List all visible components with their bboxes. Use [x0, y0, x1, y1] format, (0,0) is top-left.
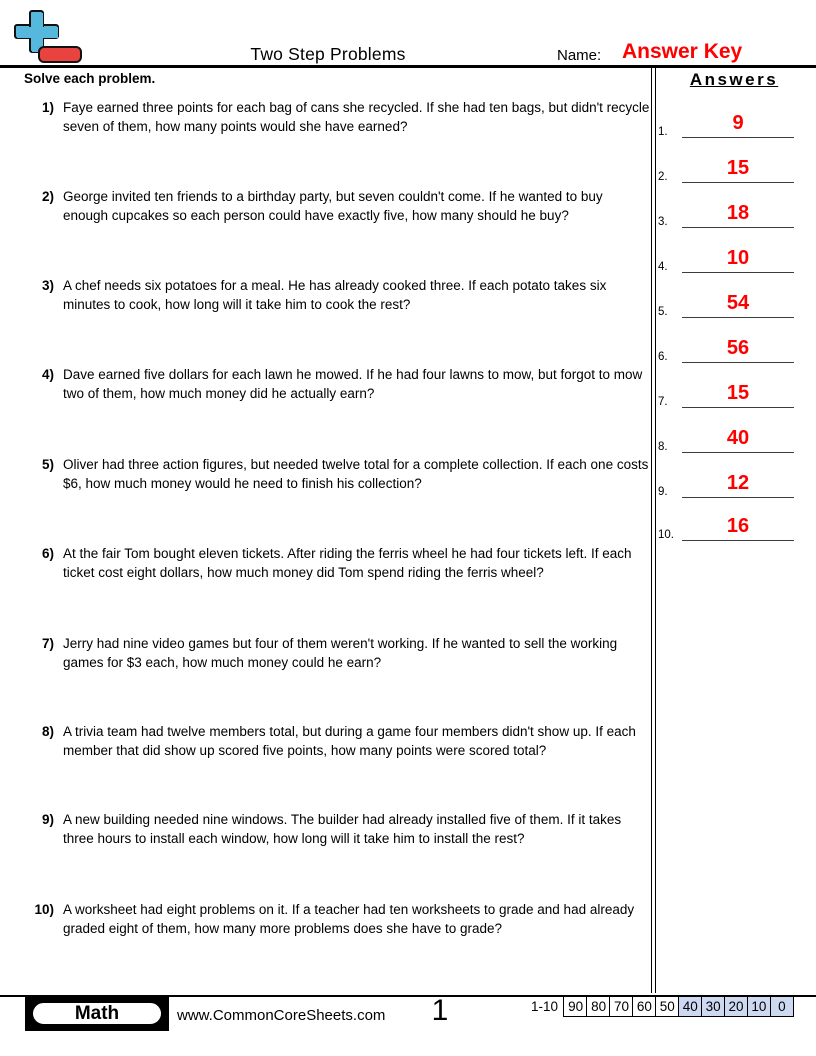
problem-text: A worksheet had eight problems on it. If a teacher had ten worksheets to grade and had already graded eight of them, how many more problems does she have to grade? [63, 902, 635, 937]
answer-value: 18 [682, 202, 794, 228]
problem-text: A chef needs six potatoes for a meal. He has already cooked three. If each potato takes six minutes to cook, how long will it take him to cook the rest? [63, 278, 607, 313]
score-cell-40: 40 [678, 996, 703, 1017]
problem-number: 4) [41, 367, 54, 382]
problem-7 [28, 634, 650, 672]
problem-number: 9) [41, 812, 54, 827]
answer-value: 15 [682, 382, 794, 408]
answer-label: 3. [658, 216, 668, 228]
problem-number: 10) [34, 902, 54, 917]
score-cell-60: 60 [632, 996, 657, 1017]
problem-number: 7) [41, 636, 54, 651]
worksheet-title: Two Step Problems [250, 44, 406, 64]
answer-label: 8. [658, 441, 668, 453]
problem-4 [28, 365, 650, 403]
answer-value: 54 [682, 292, 794, 318]
problem-2 [28, 187, 650, 225]
answer-label: 2. [658, 171, 668, 183]
instructions-text: Solve each problem. [24, 71, 156, 86]
problem-8 [28, 722, 650, 760]
problem-6 [28, 544, 650, 582]
problem-text: Dave earned five dollars for each lawn he mowed. If he had four lawns to mow, but forgot to mow two of them, how much money did he actually earn? [63, 367, 643, 402]
problem-9 [28, 810, 650, 848]
problem-number: 3) [41, 278, 54, 293]
problem-text: A trivia team had twelve members total, but during a game four members didn't show up. If each member that did show up scored five points, how many points were scored total? [63, 724, 636, 759]
answer-row-8 [654, 425, 812, 453]
page-number: 1 [431, 994, 449, 1027]
header-divider [0, 65, 816, 68]
score-cell-50: 50 [655, 996, 680, 1017]
answer-label: 1. [658, 126, 668, 138]
answer-value: 40 [682, 427, 794, 453]
problem-3 [28, 276, 650, 314]
name-value-answer-key: Answer Key [622, 40, 743, 63]
answer-value: 12 [682, 472, 794, 498]
answer-label: 6. [658, 351, 668, 363]
score-cell-30: 30 [701, 996, 726, 1017]
score-cell-10: 10 [747, 996, 772, 1017]
score-range-label: 1-10 [531, 999, 559, 1014]
name-label: Name: [557, 47, 602, 64]
problem-1 [28, 98, 650, 136]
answer-row-9 [654, 470, 812, 498]
answer-row-3 [654, 200, 812, 228]
problem-number: 1) [41, 100, 54, 115]
score-cell-90: 90 [563, 996, 588, 1017]
score-cell-20: 20 [724, 996, 749, 1017]
answer-row-5 [654, 290, 812, 318]
answer-value: 15 [682, 157, 794, 183]
problem-text: George invited ten friends to a birthday party, but seven couldn't come. If he wanted to buy enough cupcakes so each person could have exactly five, how many should he buy? [63, 189, 603, 224]
answer-value: 10 [682, 247, 794, 273]
answer-label: 9. [658, 486, 668, 498]
problem-text: A new building needed nine windows. The builder had already installed five of them. If it takes three hours to install each window, how long will it take him to install the rest? [63, 812, 622, 847]
problem-number: 8) [41, 724, 54, 739]
problem-number: 5) [41, 457, 54, 472]
problem-text: At the fair Tom bought eleven tickets. After riding the ferris wheel he had four tickets left. If each ticket cost eight dollars, how much money did Tom spend riding the ferris wheel? [63, 546, 632, 581]
website-url: www.CommonCoreSheets.com [177, 1007, 386, 1024]
commoncoresheets-logo-icon [14, 10, 74, 66]
answer-label: 5. [658, 306, 668, 318]
problem-5 [28, 455, 650, 493]
answer-row-2 [654, 155, 812, 183]
answer-label: 10. [658, 529, 674, 541]
answer-label: 7. [658, 396, 668, 408]
problem-text: Jerry had nine video games but four of them weren't working. If he wanted to sell the working games for $3 each, how much money could he earn? [63, 636, 618, 671]
problem-10 [28, 900, 650, 938]
problem-number: 6) [41, 546, 54, 561]
logo-minus-bar [38, 46, 82, 63]
subject-badge-label: Math [31, 1001, 163, 1026]
answer-row-10 [654, 513, 812, 541]
answer-value: 16 [682, 515, 794, 541]
problem-text: Faye earned three points for each bag of cans she recycled. If she had ten bags, but didn't recycle seven of them, how many points would she have earned? [63, 100, 650, 135]
score-cell-70: 70 [609, 996, 634, 1017]
answers-heading: Answers [689, 70, 779, 89]
answer-row-7 [654, 380, 812, 408]
answer-row-6 [654, 335, 812, 363]
answer-value: 9 [682, 112, 794, 138]
subject-badge [25, 996, 169, 1031]
answer-row-1 [654, 110, 812, 138]
answer-value: 56 [682, 337, 794, 363]
problem-number: 2) [41, 189, 54, 204]
answer-label: 4. [658, 261, 668, 273]
problem-text: Oliver had three action figures, but needed twelve total for a complete collection. If each one costs $6, how much money would he need to finish his collection? [63, 457, 649, 492]
score-cell-0: 0 [770, 996, 795, 1017]
answer-row-4 [654, 245, 812, 273]
score-cell-80: 80 [586, 996, 611, 1017]
score-table [531, 996, 794, 1017]
